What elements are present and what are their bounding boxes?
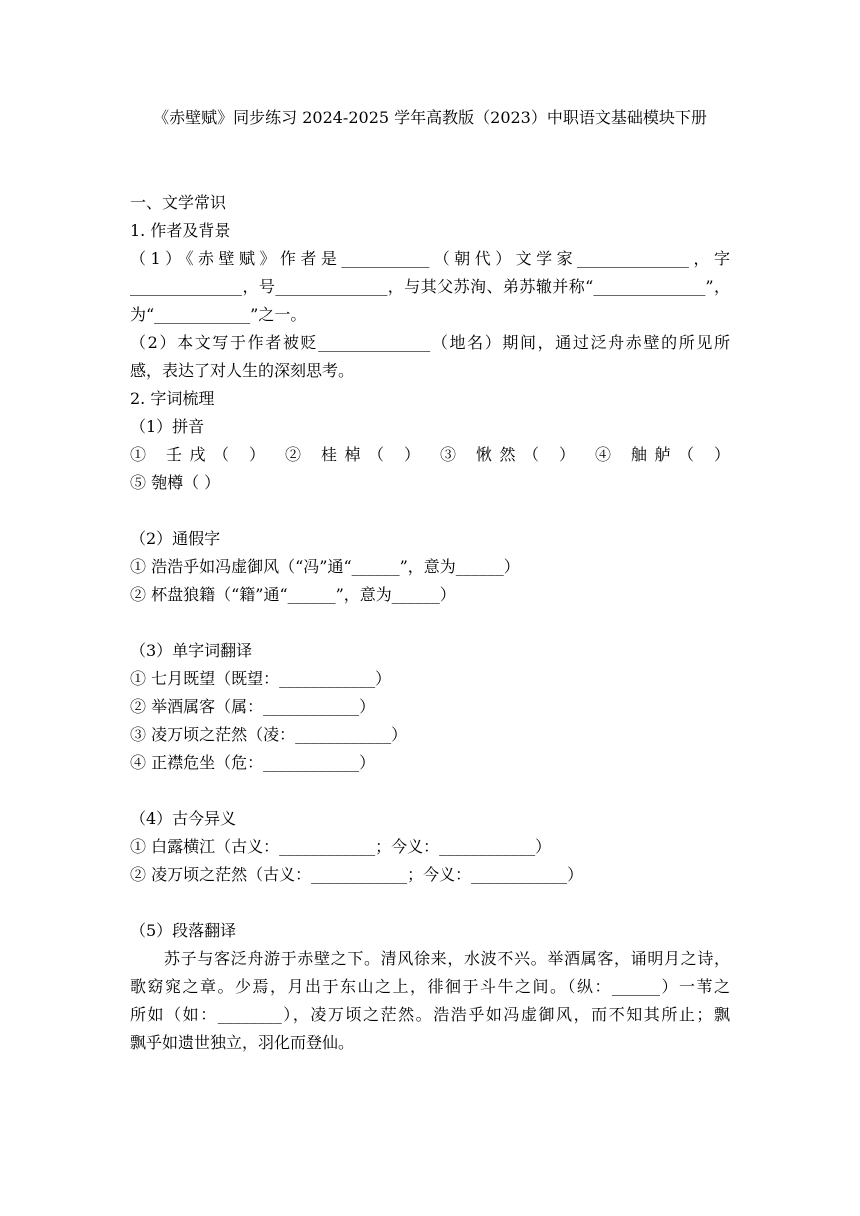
question-author-line-1: （1）《赤壁赋》作者是___________（朝代）文学家______________，字 — [130, 249, 730, 268]
subheading-pinyin: （1）拼音 — [130, 417, 205, 436]
subheading-ancient-modern: （4）古今异义 — [130, 809, 237, 828]
single-word-item-3: ③ 凌万顷之茫然（凌：____________） — [130, 725, 408, 744]
single-word-item-2: ② 举酒属客（属：____________） — [130, 697, 376, 716]
subheading-tongjiazi: （2）通假字 — [130, 529, 221, 548]
section-heading-literary-knowledge: 一、文学常识 — [130, 193, 227, 212]
subheading-paragraph-translation: （5）段落翻译 — [130, 921, 237, 940]
tongjiazi-item-1: ① 浩浩乎如冯虚御风（“冯”通“______”，意为______） — [130, 557, 520, 576]
paragraph-line-3: 所如（如：________），凌万顷之茫然。浩浩乎如冯虚御风，而不知其所止；飘 — [130, 1005, 730, 1024]
single-word-item-4: ④ 正襟危坐（危：____________） — [130, 753, 376, 772]
subheading-vocabulary: 2. 字词梳理 — [130, 389, 215, 408]
pinyin-items-line-2: ⑤ 匏樽（ ） — [130, 473, 221, 492]
ancient-modern-item-2: ② 凌万顷之茫然（古义：____________；今义：____________） — [130, 865, 584, 884]
question-author-line-3: 为“____________”之一。 — [130, 305, 307, 324]
paragraph-line-2: 歌窈窕之章。少焉，月出于东山之上，徘徊于斗牛之间。（纵：______）一苇之 — [130, 977, 730, 996]
document-title: 《赤壁赋》同步练习 2024-2025 学年高教版（2023）中职语文基础模块下册 — [153, 108, 707, 127]
single-word-item-1: ① 七月既望（既望：____________） — [130, 669, 392, 688]
pinyin-items-line-1: ① 壬戌（ ） ② 桂棹（ ） ③ 愀然（ ） ④ 舳舻（ ） — [130, 445, 730, 464]
tongjiazi-item-2: ② 杯盘狼籍（“籍”通“______”，意为______） — [130, 585, 456, 604]
question-background-line-1: （2）本文写于作者被贬______________（地名）期间，通过泛舟赤壁的所见所 — [130, 333, 730, 352]
paragraph-line-4: 飘乎如遗世独立，羽化而登仙。 — [130, 1033, 355, 1052]
paragraph-line-1: 苏子与客泛舟游于赤壁之下。清风徐来，水波不兴。举酒属客，诵明月之诗， — [164, 949, 730, 968]
subheading-single-word: （3）单字词翻译 — [130, 641, 253, 660]
question-author-line-2: ______________，号______________，与其父苏洵、弟苏辙并称“______________”， — [130, 277, 730, 296]
ancient-modern-item-1: ① 白露横江（古义：____________；今义：____________） — [130, 837, 552, 856]
question-background-line-2: 感，表达了对人生的深刻思考。 — [130, 361, 355, 380]
subheading-author-background: 1. 作者及背景 — [130, 221, 231, 240]
